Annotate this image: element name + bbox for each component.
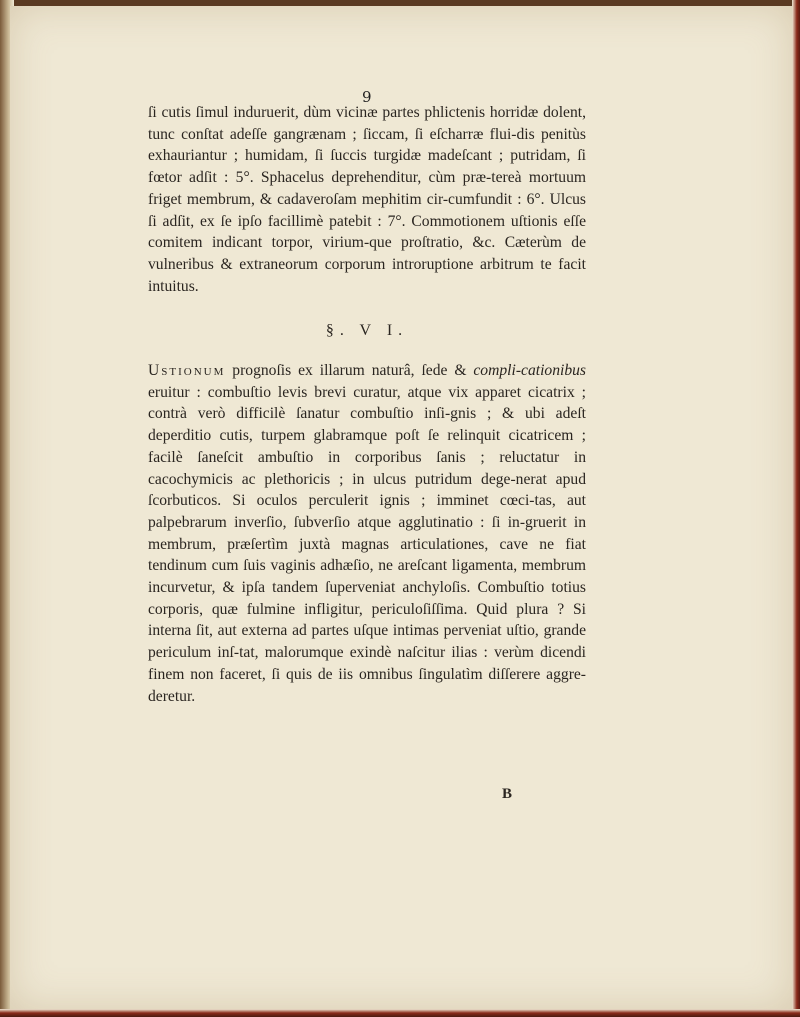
paragraph-2-lead: Ustionum (148, 362, 226, 379)
body-text (148, 102, 586, 705)
paragraph-2 (148, 360, 586, 707)
paragraph-1: ſi cutis ſimul induruerit, dùm vicinæ partes phlictenis horridæ dolent, tunc conſtat adeſſe gangrænam ; ſiccam, ſi eſcharræ flui-dis penitùs exhauriantur ; humidam, ſi ſuccis turgidæ madeſcant ; putridam, ſi fœtor adſit : 5°. Sphacelus deprehenditur, cùm præ-tereà mortuum friget membrum, & cadaveroſam mephitim cir-cumfundit : 6°. Ulcus ſi adſit, ex ſe ipſo facillimè patebit : 7°. Commotionem uſtionis eſſe comitem indicant torpor, virium-que proſtratio, &c. Cæterùm de vulneribus & extraneorum corporum introruptione arbitrum te facit intuitus. (148, 104, 586, 295)
paragraph-2-text-b: eruitur : combuſtio levis brevi curatur, atque vix apparet cicatrix ; contrà verò difficilè ſanatur combuſtio inſi-gnis ; & ubi adeſt deperditio cutis, turpem glabramque poſt ſe relinquit cicatricem ; facilè ſaneſcit ambuſtio in corporibus ſanis ; reluctatur in cacochymicis ac plethoricis ; in ulcus putridum dege-nerat apud ſcorbuticos. Si oculos perculerit ignis ; imminet cœci-tas, aut palpebrarum inverſio, ſubverſio atque agglutinatio : ſi in-gruerit in membrum, præſertìm juxtà magnas articulationes, cave ne fiat tendinum cum ſuis vaginis adhæſio, ne areſcant ligamenta, membrum incurvetur, & ipſa tandem ſuperveniat anchyloſis. Combuſtio totius corporis, quæ fulmine infligitur, periculoſiſſima. Quid plura ? Si interna ſit, aut externa ad partes uſque intimas perveniat uſtio, grande periculum inſ-tat, malorumque exindè naſcitur ilias : verùm dicendi finem non faceret, ſi quis de iis omnibus ſingulatìm diſſerere aggre-deretur. (148, 383, 586, 705)
paragraph-2-text-a: prognoſis ex illarum naturâ, ſede & (225, 362, 474, 379)
page (10, 6, 792, 1009)
page-edge-right (792, 0, 800, 1017)
signature-mark: B (502, 786, 513, 802)
page-number: 9 (362, 88, 372, 106)
paragraph-2-italic: compli-cationibus (473, 362, 586, 379)
page-edge-bottom (0, 1009, 800, 1017)
section-heading: §. V I. (325, 322, 409, 339)
